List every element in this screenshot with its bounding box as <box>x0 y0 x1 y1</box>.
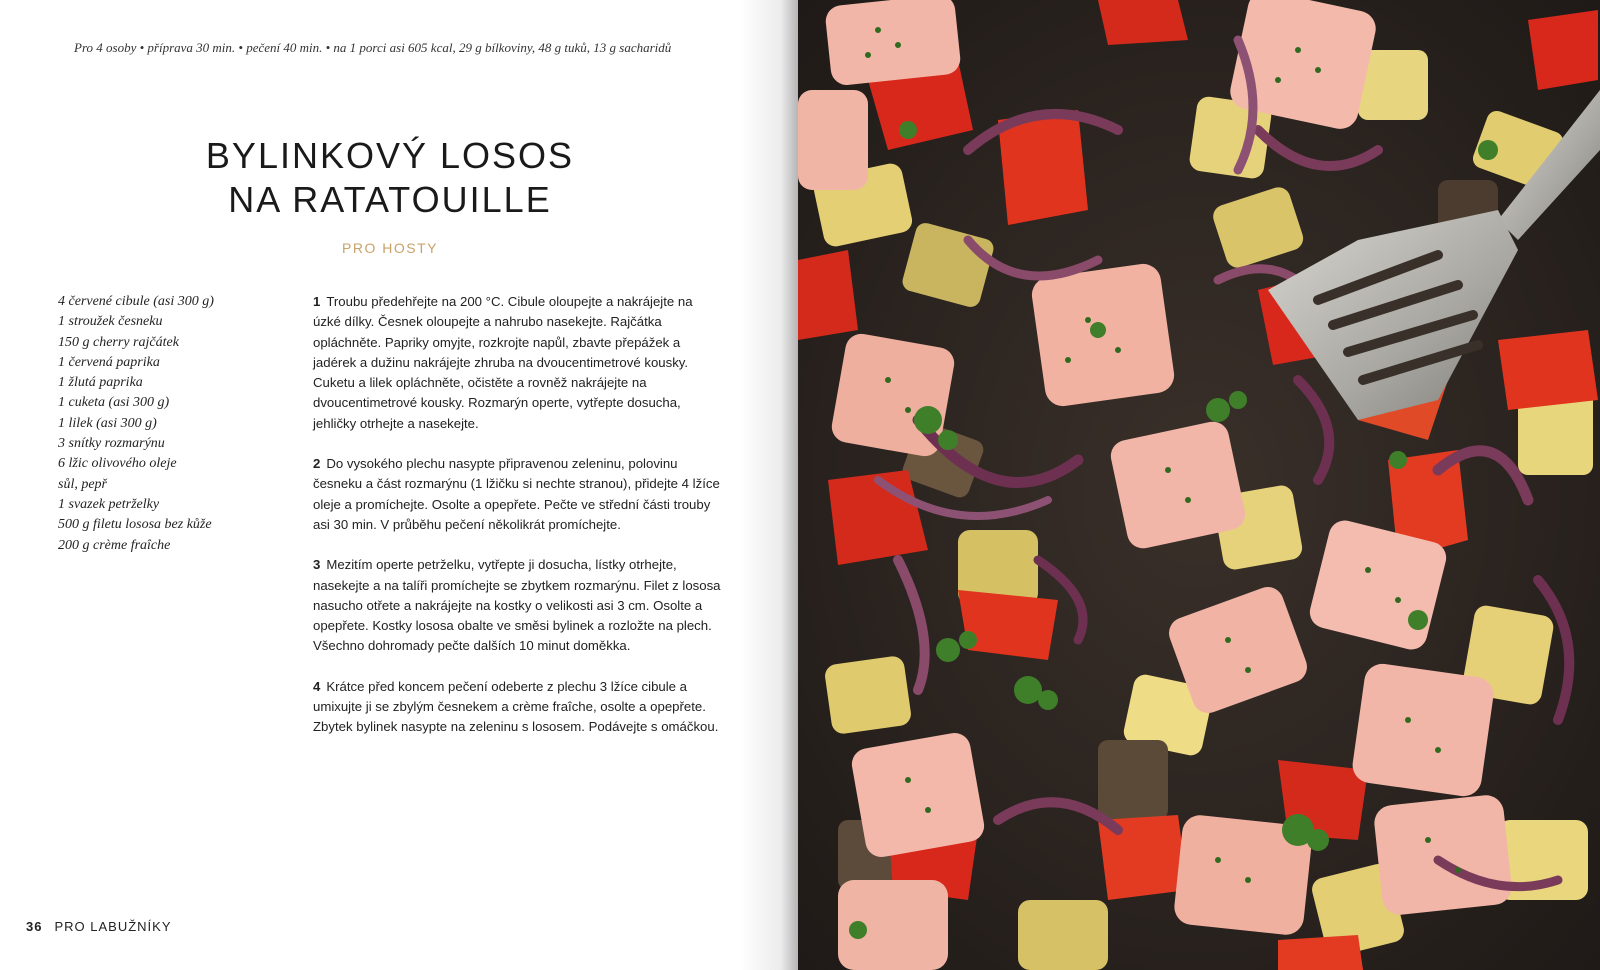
ingredient-item: 3 snítky rozmarýnu <box>58 436 165 452</box>
book-gutter <box>740 0 798 970</box>
recipe-title <box>190 134 590 222</box>
page-number: 36 <box>26 919 43 934</box>
recipe-category: PRO HOSTY <box>342 240 438 256</box>
ingredient-item: 6 lžic olivového oleje <box>58 456 177 472</box>
method-step <box>313 555 723 656</box>
page-footer <box>26 919 172 934</box>
recipe-page <box>0 0 798 970</box>
ingredient-item: 1 žlutá paprika <box>58 375 143 391</box>
roasted-salmon-vegetables-image <box>798 0 1600 970</box>
ingredient-item: 150 g cherry rajčátek <box>58 334 179 350</box>
step-text: Troubu předehřejte na 200 °C. Cibule oloupejte a nakrájejte na úzké dílky. Česnek oloupejte a nahrubo nasekejte. Rajčátka opláchněte. Papriky omyjte, rozkrojte napůl, zbavte přepážek a jadérek a dužinu nakrájejte zhruba na dvoucentimetrové kousky. Cuketu a lilek opláchněte, očistěte a rovněž nakrájejte na dvoucentimetrové kousky. Rozmarýn operte, vytřepte dosucha, jehličky otrhejte a nasekejte. <box>313 294 693 431</box>
ingredient-item: 1 cuketa (asi 300 g) <box>58 395 170 411</box>
method-step <box>313 677 723 738</box>
method-step <box>313 454 723 535</box>
food-photo <box>798 0 1600 970</box>
step-number: 4 <box>313 678 321 694</box>
ingredient-item: 500 g filetu lososa bez kůže <box>58 517 212 533</box>
recipe-meta: Pro 4 osoby • příprava 30 min. • pečení 40 min. • na 1 porci asi 605 kcal, 29 g bílkoviny, 48 g tuků, 13 g sacharidů <box>74 40 672 55</box>
method-steps <box>313 292 723 758</box>
ingredient-item: sůl, pepř <box>58 476 107 492</box>
step-number: 2 <box>313 456 321 472</box>
ingredient-item: 1 svazek petrželky <box>58 496 160 512</box>
step-text: Krátce před koncem pečení odeberte z plechu 3 lžíce cibule a umixujte ji se zbylým česnekem a crème fraîche, osolte a opepřete. Zbytek bylinek nasypte na zeleninu s lososem. Podávejte s omáčkou. <box>313 678 719 735</box>
ingredient-item: 1 červená paprika <box>58 354 160 370</box>
ingredient-item: 1 stroužek česneku <box>58 314 163 330</box>
recipe-title-line2: NA RATATOUILLE <box>228 179 552 220</box>
section-name: PRO LABUŽNÍKY <box>54 919 172 934</box>
step-text: Do vysokého plechu nasypte připravenou zeleninu, polovinu česneku a část rozmarýnu (1 lžičku si nechte stranou), přidejte 4 lžíce oleje a promíchejte. Osolte a opepřete. Pečte ve střední části trouby asi 30 min. V průběhu pečení několikrát promíchejte. <box>313 456 720 532</box>
ingredient-list <box>58 292 278 556</box>
step-number: 1 <box>313 294 321 309</box>
recipe-title-line1: BYLINKOVÝ LOSOS <box>205 135 575 176</box>
ingredient-item: 1 lilek (asi 300 g) <box>58 415 157 431</box>
step-number: 3 <box>313 557 321 573</box>
step-text: Mezitím operte petrželku, vytřepte ji dosucha, lístky otrhejte, nasekejte a na talíři promíchejte se zbytkem rozmarýnu. Filet z lososa nasucho otřete a nakrájejte na kostky o velikosti asi 3 cm. Osolte a opepřete. Kostky lososa obalte ve směsi bylinek a rozložte na plech. Všechno dohromady pečte dalších 10 minut doměkka. <box>313 557 721 654</box>
ingredient-item: 200 g crème fraîche <box>58 537 171 553</box>
method-step <box>313 292 723 434</box>
ingredient-item: 4 červené cibule (asi 300 g) <box>58 294 214 309</box>
